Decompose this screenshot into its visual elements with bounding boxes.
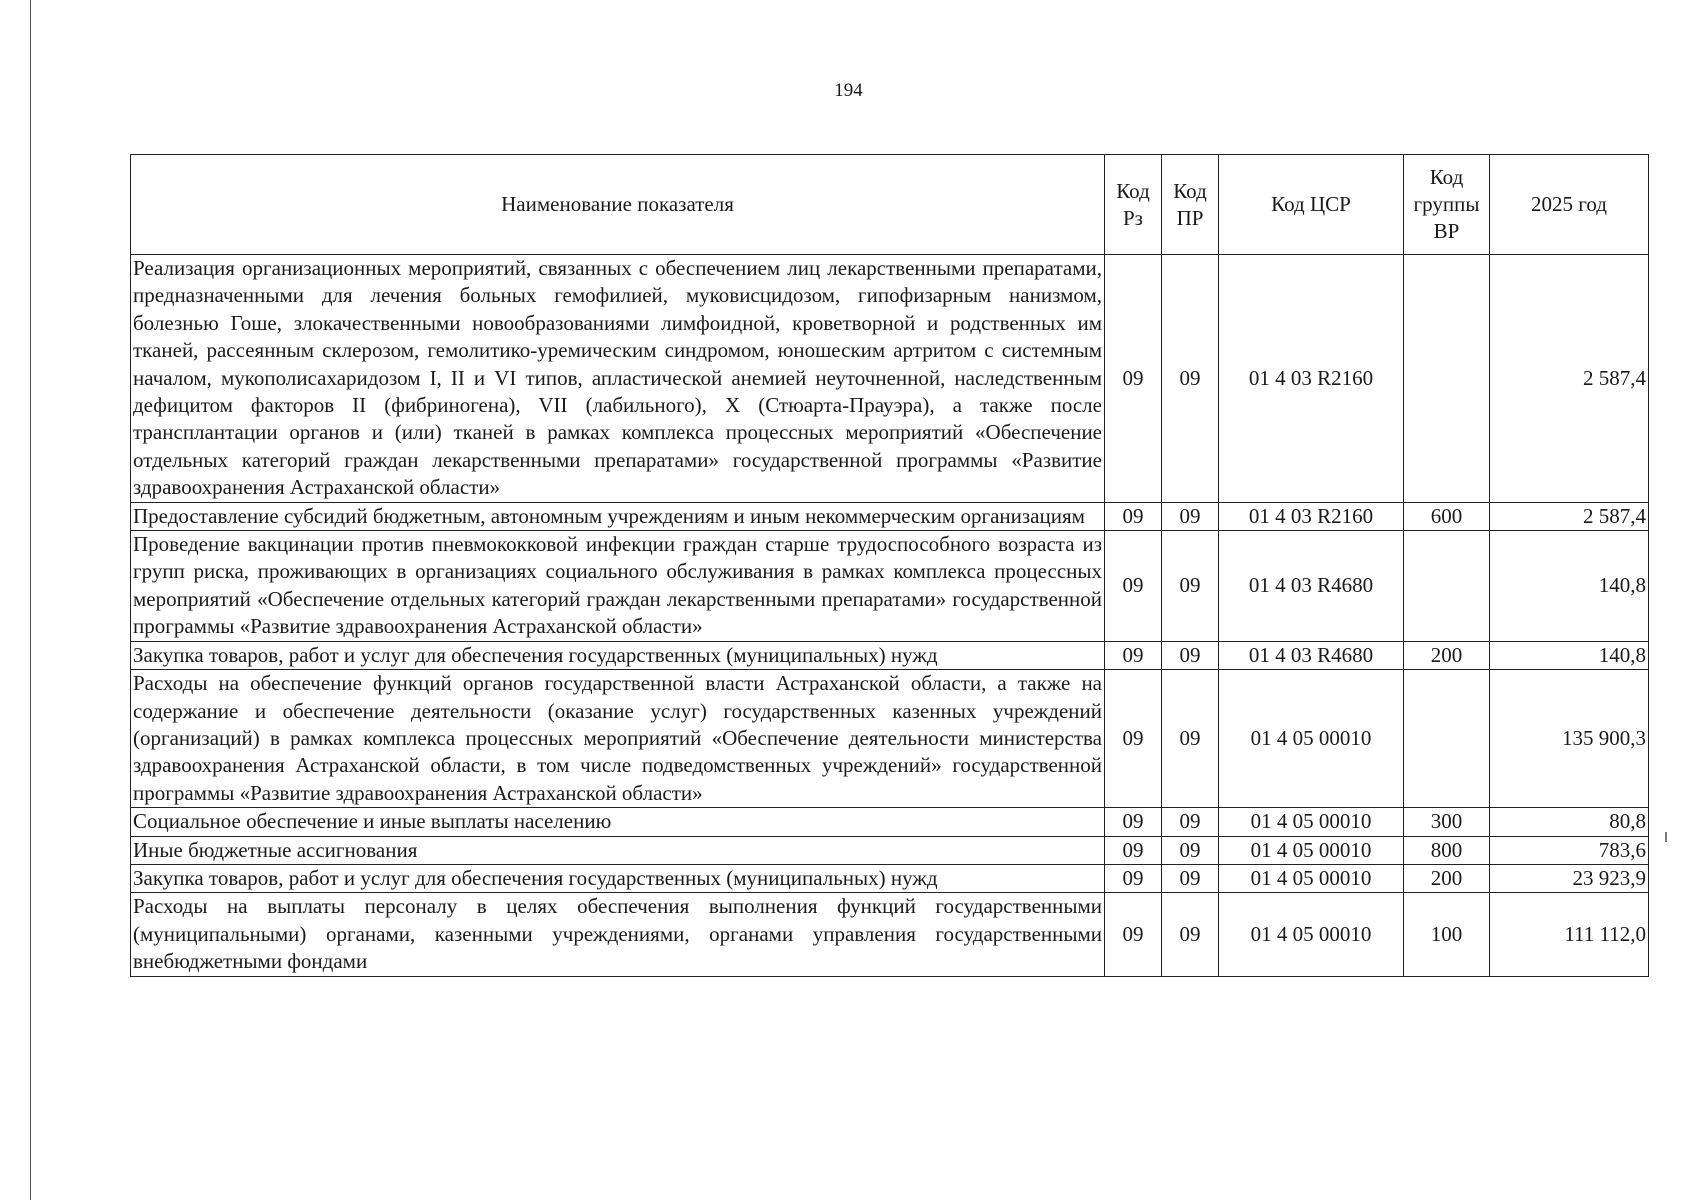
row-rz: 09 — [1105, 808, 1162, 836]
row-name: Расходы на выплаты персоналу в целях обеспечения выполнения функций государственными (муниципальными) органами, казенными учреждениями, органами управления государственными внебюджетными фондами — [131, 893, 1105, 976]
budget-table — [130, 154, 1649, 977]
table-row — [131, 808, 1649, 836]
row-vr: 200 — [1404, 641, 1490, 669]
row-name: Социальное обеспечение и иные выплаты населению — [131, 808, 1105, 836]
row-csr: 01 4 05 00010 — [1219, 808, 1404, 836]
header-csr: Код ЦСР — [1219, 155, 1404, 255]
row-pr: 09 — [1162, 836, 1219, 864]
row-name: Предоставление субсидий бюджетным, автономным учреждениям и иным некоммерческим организациям — [131, 502, 1105, 530]
row-amount: 135 900,3 — [1490, 670, 1649, 808]
row-rz: 09 — [1105, 502, 1162, 530]
table-row — [131, 502, 1649, 530]
binding-line — [30, 0, 31, 1200]
table-row — [131, 641, 1649, 669]
scan-speck — [1665, 832, 1667, 842]
table-row — [131, 531, 1649, 642]
row-vr — [1404, 531, 1490, 642]
row-csr: 01 4 05 00010 — [1219, 670, 1404, 808]
table-row — [131, 864, 1649, 892]
row-name: Расходы на обеспечение функций органов государственной власти Астраханской области, а также на содержание и обеспечение деятельности (оказание услуг) государственных казенных учреждений (организаций) в рамках комплекса процессных мероприятий «Обеспечение деятельности министерства здравоохранения Астраханской области, в том числе подведомственных учреждений» государственной программы «Развитие здравоохранения Астраханской области» — [131, 670, 1105, 808]
row-amount: 80,8 — [1490, 808, 1649, 836]
row-rz: 09 — [1105, 255, 1162, 503]
table-row — [131, 836, 1649, 864]
row-pr: 09 — [1162, 893, 1219, 976]
header-rz: Код Рз — [1105, 155, 1162, 255]
row-vr: 800 — [1404, 836, 1490, 864]
row-amount: 23 923,9 — [1490, 864, 1649, 892]
table-row — [131, 893, 1649, 976]
row-csr: 01 4 03 R4680 — [1219, 641, 1404, 669]
row-csr: 01 4 03 R4680 — [1219, 531, 1404, 642]
row-name: Проведение вакцинации против пневмококковой инфекции граждан старше трудоспособного возраста из групп риска, проживающих в организациях социального обслуживания в рамках комплекса процессных мероприятий «Обеспечение отдельных категорий граждан лекарственными препаратами» государственной программы «Развитие здравоохранения Астраханской области» — [131, 531, 1105, 642]
row-pr: 09 — [1162, 502, 1219, 530]
row-name: Иные бюджетные ассигнования — [131, 836, 1105, 864]
header-pr: Код ПР — [1162, 155, 1219, 255]
row-amount: 2 587,4 — [1490, 255, 1649, 503]
row-rz: 09 — [1105, 836, 1162, 864]
row-amount: 2 587,4 — [1490, 502, 1649, 530]
row-rz: 09 — [1105, 864, 1162, 892]
row-name: Закупка товаров, работ и услуг для обеспечения государственных (муниципальных) нужд — [131, 641, 1105, 669]
row-csr: 01 4 05 00010 — [1219, 893, 1404, 976]
row-csr: 01 4 03 R2160 — [1219, 255, 1404, 503]
row-vr: 100 — [1404, 893, 1490, 976]
row-pr: 09 — [1162, 864, 1219, 892]
row-vr — [1404, 255, 1490, 503]
row-csr: 01 4 05 00010 — [1219, 864, 1404, 892]
header-year: 2025 год — [1490, 155, 1649, 255]
row-vr: 300 — [1404, 808, 1490, 836]
row-rz: 09 — [1105, 670, 1162, 808]
row-name: Закупка товаров, работ и услуг для обеспечения государственных (муниципальных) нужд — [131, 864, 1105, 892]
row-pr: 09 — [1162, 531, 1219, 642]
row-vr — [1404, 670, 1490, 808]
row-amount: 111 112,0 — [1490, 893, 1649, 976]
row-rz: 09 — [1105, 893, 1162, 976]
table-row — [131, 255, 1649, 503]
row-amount: 140,8 — [1490, 531, 1649, 642]
row-csr: 01 4 05 00010 — [1219, 836, 1404, 864]
header-row — [131, 155, 1649, 255]
row-pr: 09 — [1162, 808, 1219, 836]
header-name: Наименование показателя — [131, 155, 1105, 255]
row-vr: 200 — [1404, 864, 1490, 892]
row-amount: 783,6 — [1490, 836, 1649, 864]
row-rz: 09 — [1105, 641, 1162, 669]
row-rz: 09 — [1105, 531, 1162, 642]
row-name: Реализация организационных мероприятий, связанных с обеспечением лиц лекарственными препаратами, предназначенными для лечения больных гемофилией, муковисцидозом, гипофизарным нанизмом, болезнью Гоше, злокачественными новообразованиями лимфоидной, кроветворной и родственных им тканей, рассеянным склерозом, гемолитико-уремическим синдромом, юношеским артритом с системным началом, мукополисахаридозом I, II и VI типов, апластической анемией неуточненной, наследственным дефицитом факторов II (фибриногена), VII (лабильного), X (Стюарта-Прауэра), а также после трансплантации органов и (или) тканей в рамках комплекса процессных мероприятий «Обеспечение отдельных категорий граждан лекарственными препаратами» государственной программы «Развитие здравоохранения Астраханской области» — [131, 255, 1105, 503]
row-pr: 09 — [1162, 670, 1219, 808]
row-amount: 140,8 — [1490, 641, 1649, 669]
row-csr: 01 4 03 R2160 — [1219, 502, 1404, 530]
header-vr: Код группы ВР — [1404, 155, 1490, 255]
row-pr: 09 — [1162, 641, 1219, 669]
row-pr: 09 — [1162, 255, 1219, 503]
page-number: 194 — [834, 80, 863, 101]
row-vr: 600 — [1404, 502, 1490, 530]
table-row — [131, 670, 1649, 808]
